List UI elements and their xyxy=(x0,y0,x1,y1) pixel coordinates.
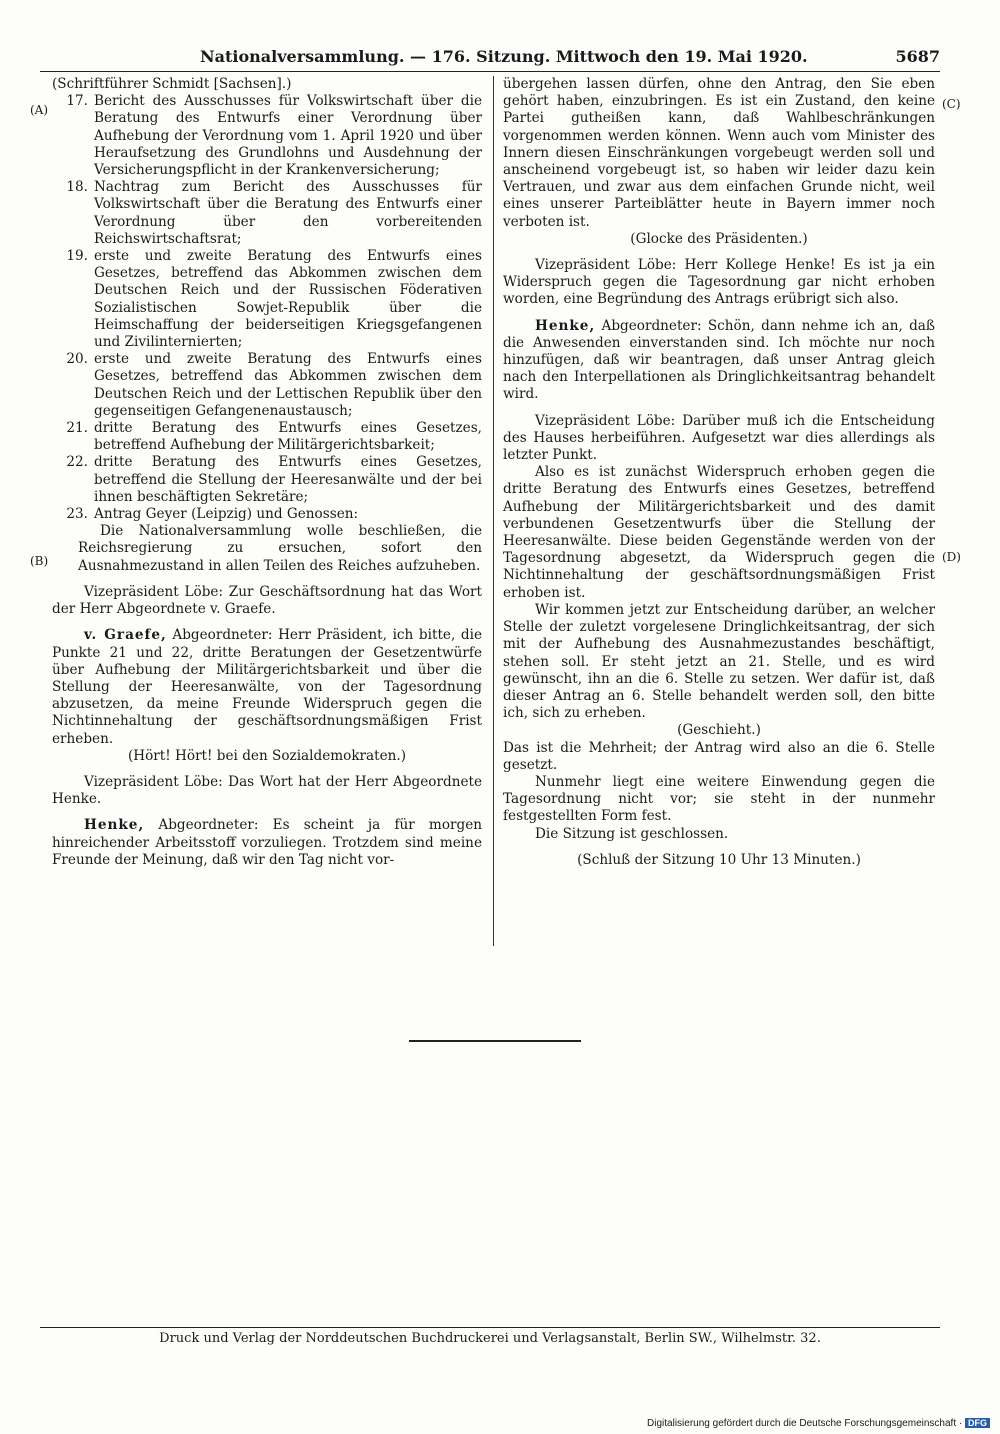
speech-paragraph: Vizepräsident Löbe: Darüber muß ich die Entscheidung des Hauses herbeiführen. Aufgesetzt war dies allerdings als letzter Punkt. xyxy=(503,412,935,464)
page-number: 5687 xyxy=(895,47,940,66)
speaker-name: Henke, xyxy=(535,317,596,334)
margin-mark-c: (C) xyxy=(942,97,961,111)
speech-paragraph: übergehen lassen dürfen, ohne den Antrag, den Sie eben gehört haben, einzubringen. Es ist ein Zustand, den keine Partei gutheißen kann, daß Wahlbeschränkungen vorgenommen werden können. Wenn auch vom Minister des Innern diesen Einschränkungen vorgebeugt werden soll und anscheinend vorgebeugt ist, so haben wir leider dazu kein Vertrauen, und zwar aus dem einfachen Grunde nicht, weil eines unserer Parteiblätter heute in Bayern immer noch verboten ist. xyxy=(503,76,935,230)
agenda-item: 19. erste und zweite Beratung des Entwurfs eines Gesetzes, betreffend das Abkommen zwischen dem Deutschen Reich und der Russischen Föderativen Sozialistischen Sowjet-Republik über die Heimschaffung der beiderseitigen Kriegsgefangenen und Zivilinternierten; xyxy=(66,248,482,351)
motion-quote: Die Nationalversammlung wolle beschließen, die Reichsregierung zu ersuchen, sofort den Ausnahmezustand in allen Teilen des Reiches aufzuheben. xyxy=(78,523,482,574)
end-rule xyxy=(409,1040,581,1042)
page-header xyxy=(40,47,940,69)
speaker-name: Henke, xyxy=(84,817,145,834)
interjection: (Geschieht.) xyxy=(677,722,761,739)
left-column xyxy=(52,76,482,869)
header-rule xyxy=(40,71,940,72)
agenda-item: 17. Bericht des Ausschusses für Volkswirtschaft über die Beratung des Entwurfs einer Verordnung über Aufhebung der Verordnung vom 1. April 1920 und über Heraufsetzung des Grundlohns und Ausdehnung der Versicherungspflicht in der Krankenversicherung; xyxy=(66,93,482,179)
interjection: (Glocke des Präsidenten.) xyxy=(630,230,808,247)
agenda-item: 22. dritte Beratung des Entwurfs eines Gesetzes, betreffend die Stellung der Heeresanwälte und der bei ihnen beschäftigten Sekretäre; xyxy=(66,454,482,505)
agenda-item: 21. dritte Beratung des Entwurfs eines Gesetzes, betreffend Aufhebung der Militärgerichtsbarkeit; xyxy=(66,420,482,454)
recorder-note: (Schriftführer Schmidt [Sachsen].) xyxy=(52,76,292,92)
agenda-item: 23. Antrag Geyer (Leipzig) und Genossen: xyxy=(66,506,359,523)
interjection: (Hört! Hört! bei den Sozialdemokraten.) xyxy=(127,747,407,764)
dfg-logo: DFG xyxy=(965,1418,990,1428)
speaker-name: v. Graefe, xyxy=(84,627,167,644)
speaker-name: Vizepräsident Löbe: xyxy=(84,773,223,790)
speech-paragraph: Henke, Abgeordneter: Es scheint ja für morgen hinreichender Arbeitsstoff vorzuliegen. Trotzdem sind meine Freunde der Meinung, daß wir den Tag nicht vor- xyxy=(52,817,483,868)
speech-paragraph: v. Graefe, Abgeordneter: Herr Präsident, ich bitte, die Punkte 21 und 22, dritte Beratungen der Gesetzentwürfe über Aufhebung der Militärgerichtsbarkeit und über die Stellung der Heeresanwälte, von der Tagesordnung abzusetzen, da meine Freunde Widerspruch gegen die Nichtinnehaltung der geschäftsordnungsmäßigen Frist erheben. xyxy=(52,627,483,747)
column-divider xyxy=(493,76,494,946)
speech-paragraph: Die Sitzung ist geschlossen. xyxy=(535,825,729,842)
speech-paragraph: Also es ist zunächst Widerspruch erhoben gegen die dritte Beratung des Entwurfs eines Gesetzes, betreffend Aufhebung der Militärgerichtsbarkeit und des damit verbundenen Gesetzentwurfs über die Stellung der Heeresanwälte. Diese beiden Gegenstände werden von der Tagesordnung abgesetzt, da Widerspruch gegen die Nichtinnehaltung der geschäftsordnungsmäßigen Frist erhoben ist. xyxy=(503,464,935,601)
speaker-name: Vizepräsident Löbe: xyxy=(84,583,224,600)
imprint-footer: Druck und Verlag der Norddeutschen Buchdruckerei und Verlagsanstalt, Berlin SW., Wilhelmstr. 32. xyxy=(159,1331,821,1346)
speech-paragraph: Vizepräsident Löbe: Das Wort hat der Herr Abgeordnete Henke. xyxy=(52,773,482,808)
agenda-item: 20. erste und zweite Beratung des Entwurfs eines Gesetzes, betreffend das Abkommen zwischen dem Deutschen Reich und der Lettischen Republik über den gegenseitigen Gefangenenaustausch; xyxy=(66,351,482,419)
margin-mark-b: (B) xyxy=(30,554,49,568)
page-title: Nationalversammlung. — 176. Sitzung. Mittwoch den 19. Mai 1920. xyxy=(200,47,808,66)
speech-paragraph: Vizepräsident Löbe: Zur Geschäftsordnung hat das Wort der Herr Abgeordnete v. Graefe. xyxy=(52,583,482,618)
right-column xyxy=(503,76,935,869)
speaker-name: Vizepräsident Löbe: xyxy=(535,257,677,274)
speech-paragraph: Vizepräsident Löbe: Herr Kollege Henke! Es ist ja ein Widerspruch gegen die Tagesordnung gar nicht erhoben worden, eine Begründung des Antrags erübrigt sich also. xyxy=(503,257,935,308)
speech-paragraph: Wir kommen jetzt zur Entscheidung darüber, an welcher Stelle der zuletzt vorgelesene Dringlichkeitsantrag, der sich mit der Aufhebung des Ausnahmezustandes beschäftigt, stehen soll. Er steht jetzt an 21. Stelle, und es wird gewünscht, ihn an die 6. Stelle zu setzen. Wer dafür ist, daß dieser Antrag an 6. Stelle behandelt werden soll, den bitte ich, sich zu erheben. xyxy=(503,601,935,722)
speech-paragraph: Nunmehr liegt eine weitere Einwendung gegen die Tagesordnung nicht vor; sie steht in der nunmehr festgestellten Form fest. xyxy=(503,773,935,825)
footer-rule xyxy=(40,1327,940,1328)
session-closing: (Schluß der Sitzung 10 Uhr 13 Minuten.) xyxy=(577,851,861,868)
margin-mark-a: (A) xyxy=(30,103,49,117)
digitization-note: Digitalisierung gefördert durch die Deutsche Forschungsgemeinschaft · DFG xyxy=(647,1418,990,1429)
speaker-name: Vizepräsident Löbe: xyxy=(535,412,676,429)
agenda-list xyxy=(52,93,482,523)
margin-mark-d: (D) xyxy=(942,550,961,564)
agenda-item: 18. Nachtrag zum Bericht des Ausschusses für Volkswirtschaft über die Beratung des Entwurfs einer Verordnung über den vorbereitenden Reichswirtschaftsrat; xyxy=(66,179,482,247)
speech-paragraph: Henke, Abgeordneter: Schön, dann nehme ich an, daß die Anwesenden einverstanden sind. Ich möchte nur noch hinzufügen, daß wir beantragen, daß unser Antrag gleich nach den Interpellationen als Dringlichkeitsantrag behandelt wird. xyxy=(503,317,935,403)
speech-paragraph: Das ist die Mehrheit; der Antrag wird also an die 6. Stelle gesetzt. xyxy=(503,739,935,773)
